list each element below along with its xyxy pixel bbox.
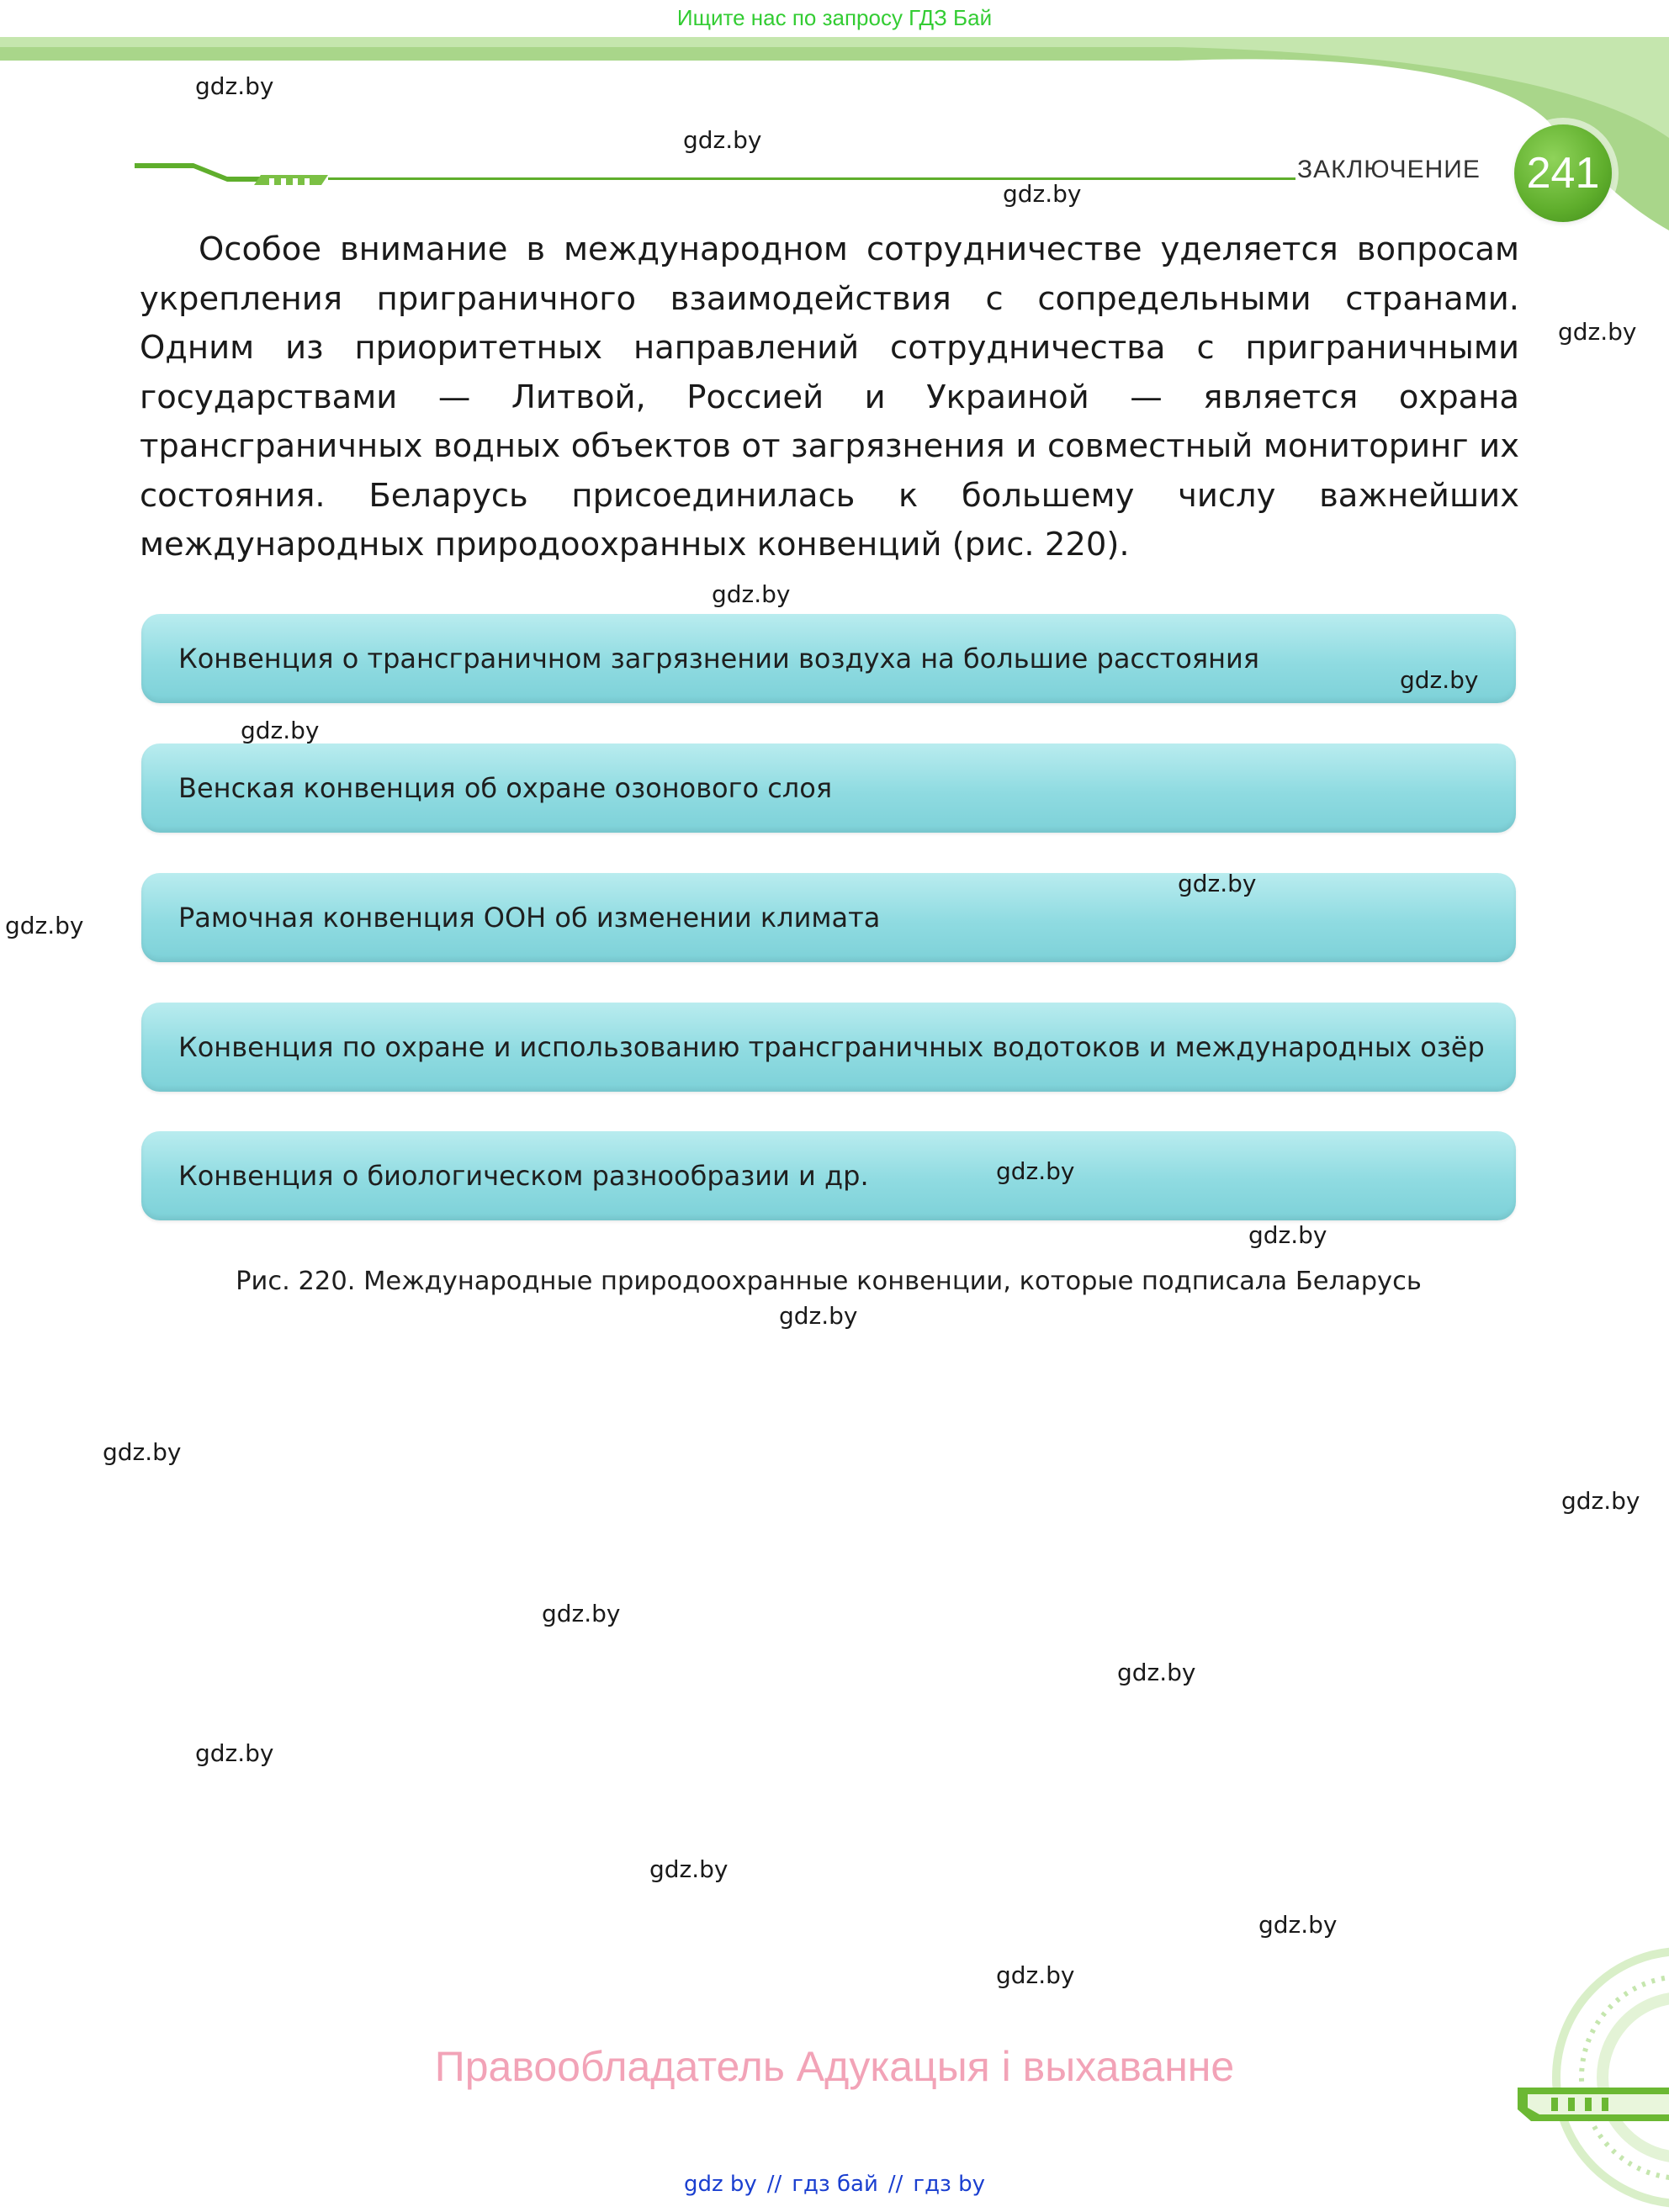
header-decoration [0,37,1669,256]
watermark: gdz.by [1561,1487,1640,1515]
footer-separator: // [887,2172,903,2197]
footer-link[interactable]: gdz by [683,2172,757,2197]
watermark: gdz.by [996,1961,1075,1989]
watermark: gdz.by [683,126,762,154]
convention-box [141,744,1516,833]
watermark: gdz.by [1178,870,1257,897]
watermark: gdz.by [241,717,320,744]
watermark: gdz.by [779,1302,858,1330]
convention-label: Рамочная конвенция ООН об изменении климата [178,902,881,934]
watermark: gdz.by [542,1600,621,1627]
watermark: gdz.by [103,1438,182,1466]
page-number: 241 [1514,124,1612,222]
watermark: gdz.by [1400,666,1479,694]
section-label: ЗАКЛЮЧЕНИЕ [1297,156,1481,183]
footer-link[interactable]: гдз бай [792,2172,878,2197]
convention-label: Венская конвенция об охране озонового слоя [178,772,833,804]
footer-separator: // [766,2172,782,2197]
watermark: gdz.by [1117,1659,1196,1686]
convention-box [141,1131,1516,1220]
convention-box [141,614,1516,703]
watermark: gdz.by [712,580,791,608]
watermark: gdz.by [195,1739,274,1767]
watermark: gdz.by [649,1855,729,1883]
convention-box [141,1003,1516,1092]
figure-caption: Рис. 220. Международные природоохранные конвенции, которые подписала Беларусь [236,1267,1422,1296]
watermark: gdz.by [1248,1221,1327,1249]
watermark: gdz.by [5,912,84,939]
top-banner: Ищите нас по запросу ГДЗ Бай [676,5,993,30]
watermark: gdz.by [996,1157,1075,1185]
watermark: gdz.by [195,72,274,100]
convention-label: Конвенция о биологическом разнообразии и др. [178,1160,869,1192]
body-paragraph [140,225,1519,570]
paragraph-text: Особое внимание в международном сотрудничестве уделяется вопросам укрепления приграничного взаимодействия с сопредельными странами. Одним из приоритетных направлений сотрудничества с приграничными государствами — Литвой, Россией и Украиной — является охрана трансграничных водных объектов от загрязнения и совместный мониторинг их состояния. Беларусь присоединилась к большему числу важнейших международных природоохранных конвенций (рис. 220). [140,230,1519,564]
copyright-notice: Правообладатель Адукацыя і выхаванне [434,2043,1235,2090]
convention-label: Конвенция о трансграничном загрязнении воздуха на большие расстояния [178,643,1260,675]
convention-box [141,873,1516,962]
watermark: gdz.by [1258,1911,1338,1939]
watermark: gdz.by [1558,318,1637,346]
footer-links [0,2172,1669,2197]
header-rule [135,151,1312,202]
footer-link[interactable]: гдз by [913,2172,986,2197]
watermark: gdz.by [1003,180,1082,208]
convention-label: Конвенция по охране и использованию трансграничных водотоков и международных озёр [178,1031,1485,1063]
